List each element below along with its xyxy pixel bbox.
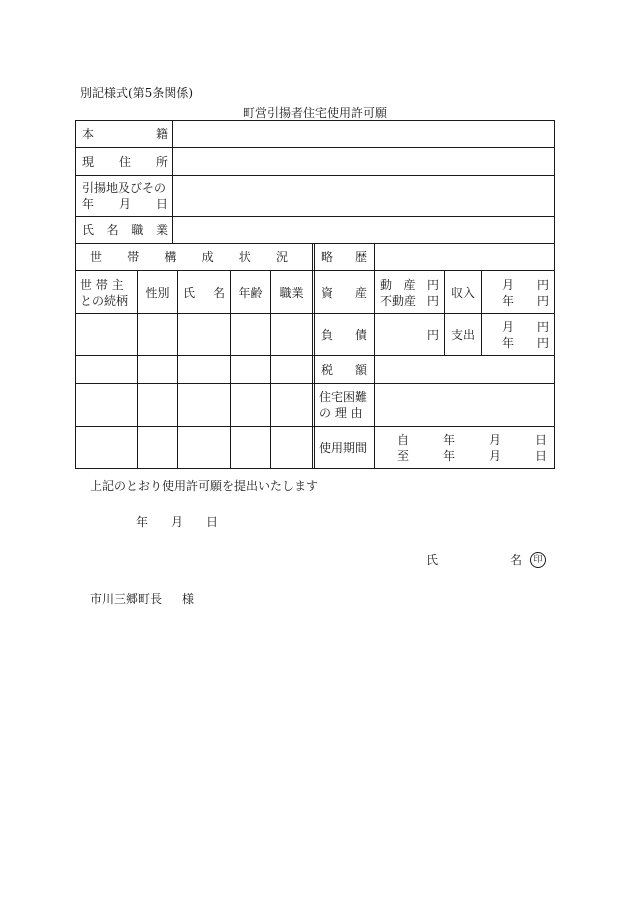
shishutsu-label: 支出 [450, 328, 475, 342]
col-relation-line2: との続柄 [80, 294, 129, 308]
submission-statement: 上記のとおり使用許可願を提出いたします [90, 479, 319, 493]
fusai-yen: 円 [426, 328, 439, 342]
signer-name-label: 氏 名 [426, 553, 522, 567]
col-sex: 性別 [145, 286, 170, 300]
submission-date: 年 月 日 [136, 515, 218, 529]
dosan-label: 動 産 円 [380, 278, 439, 292]
kikan-from-row: 自 年 月 日 [397, 433, 547, 447]
kikan-label: 使用期間 [319, 441, 368, 455]
shisan-label: 資 産 [321, 286, 367, 300]
hikiage-label-line1: 引揚地及びその [82, 181, 167, 195]
shishutsu-yearly: 年 円 [502, 336, 549, 350]
document-title: 町営引揚者住宅使用許可願 [242, 106, 387, 120]
konnan-label-line1: 住宅困難 [319, 390, 368, 404]
genjusho-label: 現 住 所 [82, 155, 168, 169]
honseki-label: 本 籍 [82, 127, 168, 141]
shimei-shokugyo-label: 氏 名 職 業 [82, 223, 168, 237]
col-relation-line1: 世 帯 主 [80, 278, 124, 292]
form-number-label: 別記様式(第5条関係) [80, 86, 193, 100]
fusai-label: 負 債 [321, 328, 367, 342]
shishutsu-monthly: 月 円 [502, 320, 549, 334]
fudosan-label: 不動産 円 [380, 294, 439, 308]
zeigaku-label: 税 額 [321, 363, 367, 377]
hikiage-label-line2: 年 月 日 [82, 197, 168, 211]
col-age: 年齢 [238, 286, 263, 300]
konnan-label-line2: の 理 由 [319, 406, 363, 420]
ryakureki-label: 略 歴 [321, 250, 367, 264]
household-composition-header: 世 帯 構 成 状 況 [90, 250, 288, 264]
addressee: 市川三郷町長 様 [90, 592, 194, 606]
shunyu-monthly: 月 円 [502, 278, 549, 292]
seal-mark: 印 [530, 552, 546, 568]
col-job: 職業 [279, 286, 304, 300]
shunyu-label: 収入 [450, 286, 475, 300]
shunyu-yearly: 年 円 [502, 294, 549, 308]
col-name: 氏 名 [183, 286, 225, 300]
kikan-to-row: 至 年 月 日 [397, 449, 547, 463]
